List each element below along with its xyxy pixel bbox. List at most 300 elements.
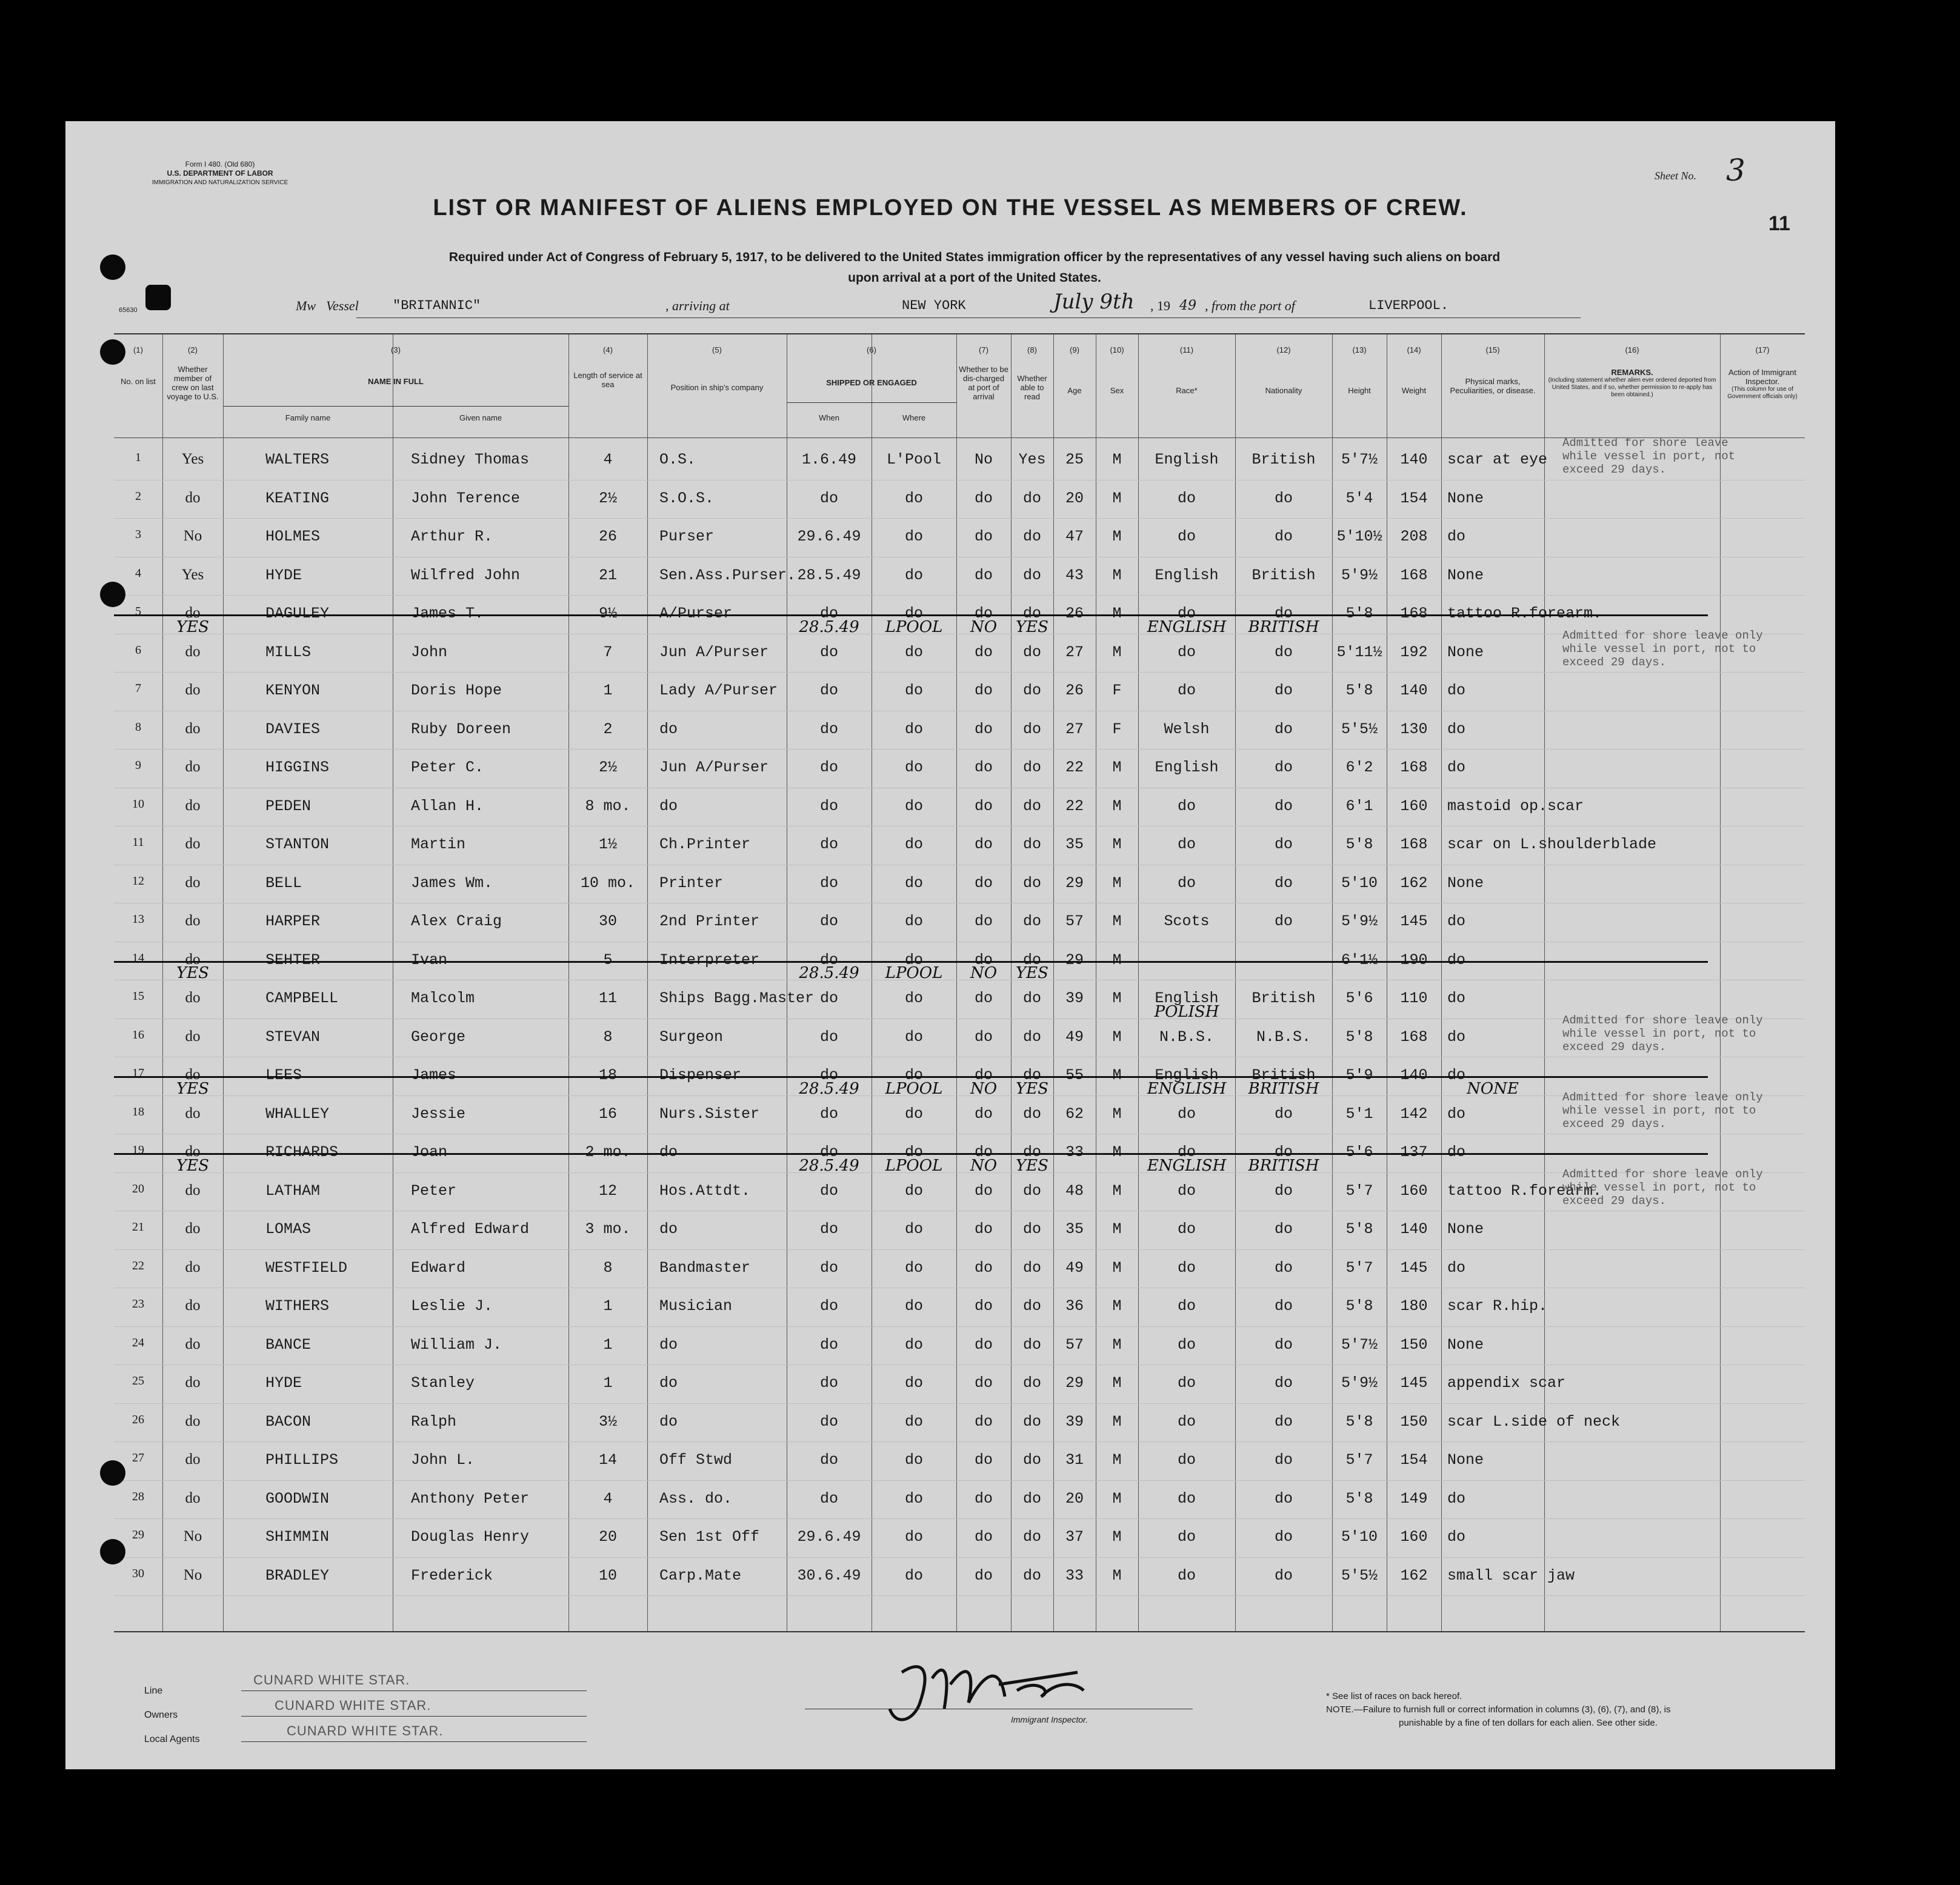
cell-when: do (819, 1335, 838, 1354)
column-header-text: No. on list (121, 377, 156, 386)
cell-discharged: No (974, 451, 993, 468)
cell-nationality: do (1274, 1451, 1293, 1469)
cell-nationality: do (1274, 489, 1293, 507)
cell-discharged: do (974, 797, 993, 815)
sheet-number: 3 (1726, 153, 1745, 188)
column-number: (2) (188, 345, 198, 354)
cell-race: Welsh (1164, 720, 1210, 738)
cell-member: do (185, 1335, 201, 1352)
cell-service: 11 (598, 989, 617, 1007)
handwritten-where: LPOOL (885, 964, 943, 982)
owners-value: CUNARD WHITE STAR. (275, 1698, 432, 1713)
cell-sex: M (1112, 643, 1122, 661)
cell-member: do (185, 682, 201, 698)
cell-family: LATHAM (265, 1182, 321, 1200)
vessel-label: Vessel (326, 298, 359, 313)
column-number: (11) (1179, 345, 1194, 354)
line-value: CUNARD WHITE STAR. (253, 1672, 410, 1687)
binder-hole (100, 339, 125, 365)
cell-no: 10 (132, 797, 144, 811)
cell-family: WHALLEY (265, 1105, 330, 1123)
cell-no: 20 (132, 1182, 144, 1195)
handwritten-nationality: BRITISH (1248, 617, 1319, 636)
cell-discharged: do (974, 1182, 993, 1200)
cell-discharged: do (974, 605, 993, 622)
cell-no: 18 (132, 1105, 144, 1119)
column-header-given-name (395, 413, 566, 422)
cell-service: 2 (603, 720, 613, 738)
cell-where: do (904, 682, 923, 699)
cell-given: Ivan (411, 951, 448, 969)
cell-family: PHILLIPS (265, 1451, 339, 1469)
handwritten-member: YES (176, 1156, 209, 1175)
cell-sex: F (1112, 682, 1122, 699)
column-header-text: Height (1348, 386, 1371, 395)
column-header-text: Nationality (1265, 386, 1302, 395)
cell-weight: 208 (1400, 528, 1428, 545)
cell-service: 14 (598, 1451, 617, 1469)
handwritten-nationality: BRITISH (1248, 1079, 1319, 1098)
column-number: (6) (867, 345, 876, 354)
year-suffix: 49 (1179, 298, 1196, 313)
cell-family: WALTERS (265, 451, 330, 468)
cell-service: 8 mo. (585, 797, 631, 815)
cell-read: do (1022, 797, 1041, 815)
cell-where: do (904, 1528, 923, 1546)
from-label: , from the port of (1205, 298, 1295, 313)
handwritten-marks: NONE (1467, 1079, 1519, 1098)
cell-weight: 162 (1400, 874, 1428, 892)
cell-where: do (904, 836, 923, 853)
cell-service: 1 (603, 1335, 613, 1354)
cell-no: 15 (132, 989, 144, 1003)
cell-position: Printer (659, 874, 724, 892)
handwritten-read: YES (1016, 964, 1048, 982)
handwritten-when: 28.5.49 (799, 617, 859, 636)
cell-weight: 140 (1400, 1066, 1428, 1084)
column-header-family-name (225, 413, 390, 422)
cell-position: O.S. (659, 451, 696, 468)
cell-given: Doris Hope (411, 682, 502, 699)
cell-where: do (904, 874, 923, 892)
cell-weight: 145 (1400, 1258, 1428, 1277)
cell-when: do (819, 759, 838, 776)
cell-service: 18 (598, 1066, 617, 1084)
cell-family: HARPER (265, 913, 321, 930)
cell-discharged: do (974, 836, 993, 853)
handwritten-read: YES (1016, 617, 1048, 636)
cell-when: do (819, 1182, 838, 1200)
cell-service: 2 mo. (585, 1143, 631, 1161)
form-code: 65630 (119, 307, 138, 314)
cell-when: do (819, 489, 838, 507)
cell-age: 57 (1065, 1335, 1084, 1354)
cell-height: 6'1½ (1341, 951, 1378, 969)
table-row (114, 905, 1805, 942)
column-header-when (789, 413, 869, 422)
cell-height: 5'7½ (1341, 1335, 1378, 1354)
cell-when: do (819, 913, 838, 930)
cell-position: do (659, 1220, 678, 1238)
column-number: (14) (1407, 345, 1421, 354)
table-row (114, 982, 1805, 1019)
cell-height: 5'6 (1345, 989, 1373, 1007)
cell-age: 31 (1065, 1451, 1084, 1469)
strike-through-line (114, 1076, 1708, 1078)
cell-height: 5'4 (1345, 489, 1373, 507)
cell-nationality: British (1252, 566, 1316, 584)
cell-no: 29 (132, 1528, 144, 1541)
cell-weight: 168 (1400, 605, 1428, 622)
cell-where: do (904, 566, 923, 584)
cell-where: do (904, 797, 923, 815)
cell-when: do (819, 1143, 838, 1161)
cell-position: Bandmaster (659, 1258, 751, 1277)
cell-read: do (1022, 874, 1041, 892)
cell-when: do (819, 1489, 838, 1508)
cell-race: do (1177, 1105, 1196, 1123)
cell-no: 9 (135, 759, 141, 772)
cell-height: 5'1 (1345, 1105, 1373, 1123)
cell-where: do (904, 1143, 923, 1161)
cell-sex: F (1112, 720, 1122, 738)
table-row (114, 1444, 1805, 1480)
stamp-line: while vessel in port, not to (1562, 1026, 1756, 1040)
column-header-text: Sex (1110, 386, 1124, 395)
cell-family: BANCE (265, 1335, 312, 1354)
cell-age: 36 (1065, 1297, 1084, 1315)
cell-sex: M (1112, 836, 1122, 853)
cell-marks: None (1447, 1220, 1484, 1238)
cell-height: 5'7 (1345, 1451, 1373, 1469)
cell-sex: M (1112, 1528, 1122, 1546)
cell-read: do (1022, 1066, 1041, 1084)
cell-member: do (185, 643, 201, 660)
cell-age: 57 (1065, 913, 1084, 930)
cell-nationality: do (1274, 1412, 1293, 1431)
cell-age: 55 (1065, 1066, 1084, 1084)
cell-discharged: do (974, 1566, 993, 1584)
strike-through-line (114, 1153, 1708, 1155)
cell-family: HYDE (265, 1374, 302, 1392)
table-row (114, 1021, 1805, 1057)
cell-service: 2½ (598, 489, 617, 507)
cell-nationality: do (1274, 759, 1293, 776)
cell-read: do (1022, 836, 1041, 853)
header-rule (114, 437, 1805, 438)
column-number: (8) (1027, 345, 1037, 354)
cell-when: do (819, 1066, 838, 1084)
cell-no: 4 (135, 566, 141, 580)
cell-height: 5'10 (1341, 1528, 1378, 1546)
cell-marks: appendix scar (1447, 1374, 1566, 1392)
cell-service: 9½ (598, 605, 617, 622)
cell-position: Jun A/Purser (659, 643, 769, 661)
cell-nationality: British (1252, 989, 1316, 1007)
cell-read: do (1022, 1143, 1041, 1161)
cell-position: Jun A/Purser (659, 759, 769, 776)
cell-family: DAVIES (265, 720, 321, 738)
cell-marks: do (1447, 951, 1466, 969)
cell-nationality: do (1274, 605, 1293, 622)
cell-given: Ruby Doreen (411, 720, 512, 738)
cell-height: 5'8 (1345, 682, 1373, 699)
cell-race: N.B.S. (1159, 1028, 1214, 1046)
cell-when: do (819, 1297, 838, 1315)
cell-when: do (819, 643, 838, 661)
cell-when: do (819, 682, 838, 699)
cell-member: do (185, 874, 201, 891)
cell-position: S.O.S. (659, 489, 715, 507)
cell-where: do (904, 1489, 923, 1508)
cell-weight: 168 (1400, 836, 1428, 853)
table-row (114, 867, 1805, 903)
cell-where: do (904, 605, 923, 622)
cell-position: do (659, 1374, 678, 1392)
cell-service: 4 (603, 1489, 613, 1508)
cell-given: Martin (411, 836, 466, 853)
cell-weight: 130 (1400, 720, 1428, 738)
cell-no: 24 (132, 1335, 144, 1349)
cell-height: 5'11½ (1336, 643, 1382, 661)
cell-race: Scots (1164, 913, 1210, 930)
cell-height: 5'8 (1345, 1220, 1373, 1238)
cell-nationality: do (1274, 528, 1293, 545)
agents-underline (241, 1741, 587, 1742)
cell-service: 8 (603, 1028, 613, 1046)
cell-given: Leslie J. (411, 1297, 493, 1315)
cell-sex: M (1112, 797, 1122, 815)
cell-family: CAMPBELL (265, 989, 339, 1007)
cell-position: A/Purser (659, 605, 733, 622)
handwritten-member: YES (176, 1079, 209, 1098)
vessel-prefix: Mw (296, 298, 316, 313)
cell-read: do (1022, 1528, 1041, 1546)
cell-position: Off Stwd (659, 1451, 733, 1469)
cell-age: 39 (1065, 989, 1084, 1007)
cell-nationality: do (1274, 1220, 1293, 1238)
from-port: LIVERPOOL. (1368, 298, 1449, 313)
column-header-text: When (819, 413, 839, 422)
cell-weight: 192 (1400, 643, 1428, 661)
manifest-sheet (65, 121, 1835, 1769)
arriving-label: , arriving at (665, 298, 730, 313)
cell-height: 5'10½ (1336, 528, 1382, 545)
vessel-underline (356, 317, 1581, 318)
cell-discharged: do (974, 1143, 993, 1161)
cell-discharged: do (974, 1489, 993, 1508)
cell-discharged: do (974, 913, 993, 930)
header-subrule (223, 406, 568, 407)
cell-family: MILLS (265, 643, 312, 661)
cell-when: do (819, 797, 838, 815)
column-number: (5) (712, 345, 722, 354)
cell-family: KEATING (265, 489, 330, 507)
cell-sex: M (1112, 1028, 1122, 1046)
cell-when: do (819, 1105, 838, 1123)
cell-read: do (1022, 1258, 1041, 1277)
cell-nationality: do (1274, 1528, 1293, 1546)
owners-label: Owners (144, 1710, 178, 1720)
binder-hole (145, 285, 171, 310)
table-row (114, 828, 1805, 865)
cell-age: 20 (1065, 489, 1084, 507)
cell-height: 5'6 (1345, 1143, 1373, 1161)
cell-member: Yes (181, 566, 204, 583)
cell-given: Douglas Henry (411, 1528, 530, 1546)
cell-where: do (904, 913, 923, 930)
cell-member: do (185, 797, 201, 814)
line-label: Line (144, 1686, 163, 1696)
cell-given: Alfred Edward (411, 1220, 530, 1238)
cell-when: 30.6.49 (797, 1566, 861, 1584)
table-row (114, 751, 1805, 788)
cell-age: 49 (1065, 1028, 1084, 1046)
cell-member: No (183, 1528, 202, 1544)
cell-sex: M (1112, 1258, 1122, 1277)
cell-age: 49 (1065, 1258, 1084, 1277)
cell-service: 12 (598, 1182, 617, 1200)
cell-age: 35 (1065, 836, 1084, 853)
column-number: (4) (603, 345, 613, 354)
cell-read: do (1022, 1566, 1041, 1584)
cell-no: 22 (132, 1258, 144, 1272)
cell-service: 3½ (598, 1412, 617, 1431)
table-row (114, 713, 1805, 750)
cell-age: 22 (1065, 759, 1084, 776)
cell-age: 37 (1065, 1528, 1084, 1546)
cell-given: Anthony Peter (411, 1489, 530, 1508)
cell-read: do (1022, 989, 1041, 1007)
handwritten-discharged: NO (970, 1079, 998, 1098)
cell-discharged: do (974, 1412, 993, 1431)
cell-height: 6'1 (1345, 797, 1373, 815)
cell-read: do (1022, 1105, 1041, 1123)
cell-position: Musician (659, 1297, 733, 1315)
cell-position: Interpreter (659, 951, 760, 969)
cell-race: English (1155, 1066, 1219, 1084)
cell-discharged: do (974, 489, 993, 507)
cell-where: do (904, 989, 923, 1007)
arrival-port: NEW YORK (902, 298, 966, 313)
cell-position: do (659, 1335, 678, 1354)
cell-marks: do (1447, 1143, 1466, 1161)
cell-race: do (1177, 1528, 1196, 1546)
cell-marks: scar L.side of neck (1447, 1412, 1621, 1431)
cell-read: do (1022, 1182, 1041, 1200)
stamp-line: while vessel in port, not to (1562, 1180, 1756, 1194)
cell-where: do (904, 951, 923, 969)
page-number: 11 (1768, 212, 1790, 235)
cell-sex: M (1112, 1182, 1122, 1200)
cell-given: John Terence (411, 489, 521, 507)
cell-marks: mastoid op.scar (1447, 797, 1584, 815)
table-row (114, 1367, 1805, 1403)
cell-marks: None (1447, 1451, 1484, 1469)
cell-discharged: do (974, 566, 993, 584)
cell-sex: M (1112, 1374, 1122, 1392)
column-number: (9) (1070, 345, 1079, 354)
cell-member: do (185, 1489, 201, 1506)
cell-nationality: do (1274, 836, 1293, 853)
cell-race: do (1177, 1143, 1196, 1161)
handwritten-where: LPOOL (885, 1156, 943, 1175)
cell-race: do (1177, 528, 1196, 545)
cell-marks: scar on L.shoulderblade (1447, 836, 1657, 853)
cell-service: 4 (603, 451, 613, 468)
table-row (114, 1560, 1805, 1596)
cell-position: Surgeon (659, 1028, 724, 1046)
cell-family: RICHARDS (265, 1143, 339, 1161)
cell-nationality: do (1274, 1143, 1293, 1161)
cell-discharged: do (974, 528, 993, 545)
cell-nationality: do (1274, 1297, 1293, 1315)
handwritten-when: 28.5.49 (799, 1079, 859, 1098)
cell-marks: do (1447, 989, 1466, 1007)
cell-family: SHIMMIN (265, 1528, 330, 1546)
cell-race: do (1177, 643, 1196, 661)
cell-weight: 149 (1400, 1489, 1428, 1508)
cell-given: Arthur R. (411, 528, 493, 545)
column-header-text: NAME IN FULL (368, 377, 424, 386)
header-subrule (787, 402, 956, 403)
cell-marks: do (1447, 1258, 1466, 1277)
cell-family: LEES (265, 1066, 302, 1084)
cell-marks: do (1447, 1105, 1466, 1123)
cell-discharged: do (974, 874, 993, 892)
cell-no: 19 (132, 1143, 144, 1157)
cell-marks: scar R.hip. (1447, 1297, 1548, 1315)
cell-service: 8 (603, 1258, 613, 1277)
cell-height: 5'8 (1345, 1297, 1373, 1315)
cell-where: do (904, 1297, 923, 1315)
cell-race: do (1177, 1297, 1196, 1315)
column-header-text: REMARKS. (1611, 368, 1653, 377)
cell-weight: 140 (1400, 682, 1428, 699)
cell-member: do (185, 759, 201, 775)
cell-read: do (1022, 1220, 1041, 1238)
cell-sex: M (1112, 1220, 1122, 1238)
cell-no: 27 (132, 1451, 144, 1464)
cell-where: do (904, 1566, 923, 1584)
cell-sex: M (1112, 566, 1122, 584)
sheet-label: Sheet No. (1655, 170, 1696, 182)
cell-member: do (185, 605, 201, 621)
column-header-race (1141, 386, 1233, 395)
stamp-line: Admitted for shore leave only (1562, 1167, 1763, 1181)
cell-service: 5 (603, 951, 613, 969)
column-header-action (1722, 368, 1802, 401)
cell-given: Sidney Thomas (411, 451, 530, 468)
table-row (114, 1252, 1805, 1288)
stamp-line: Admitted for shore leave only (1562, 628, 1763, 642)
cell-given: Jessie (411, 1105, 466, 1123)
cell-marks: do (1447, 913, 1466, 930)
cell-height: 5'9 (1345, 1066, 1373, 1084)
cell-read: do (1022, 1028, 1041, 1046)
cell-age: 43 (1065, 566, 1084, 584)
cell-position: Sen.Ass.Purser. (659, 566, 796, 584)
cell-when: do (819, 874, 838, 892)
cell-race: English (1155, 759, 1219, 776)
cell-sex: M (1112, 1412, 1122, 1431)
cell-family: BACON (265, 1412, 312, 1431)
cell-race: do (1177, 874, 1196, 892)
crew-table (114, 333, 1805, 1632)
table-row (114, 1290, 1805, 1326)
cell-no: 3 (135, 528, 141, 541)
cell-no: 11 (132, 836, 144, 849)
